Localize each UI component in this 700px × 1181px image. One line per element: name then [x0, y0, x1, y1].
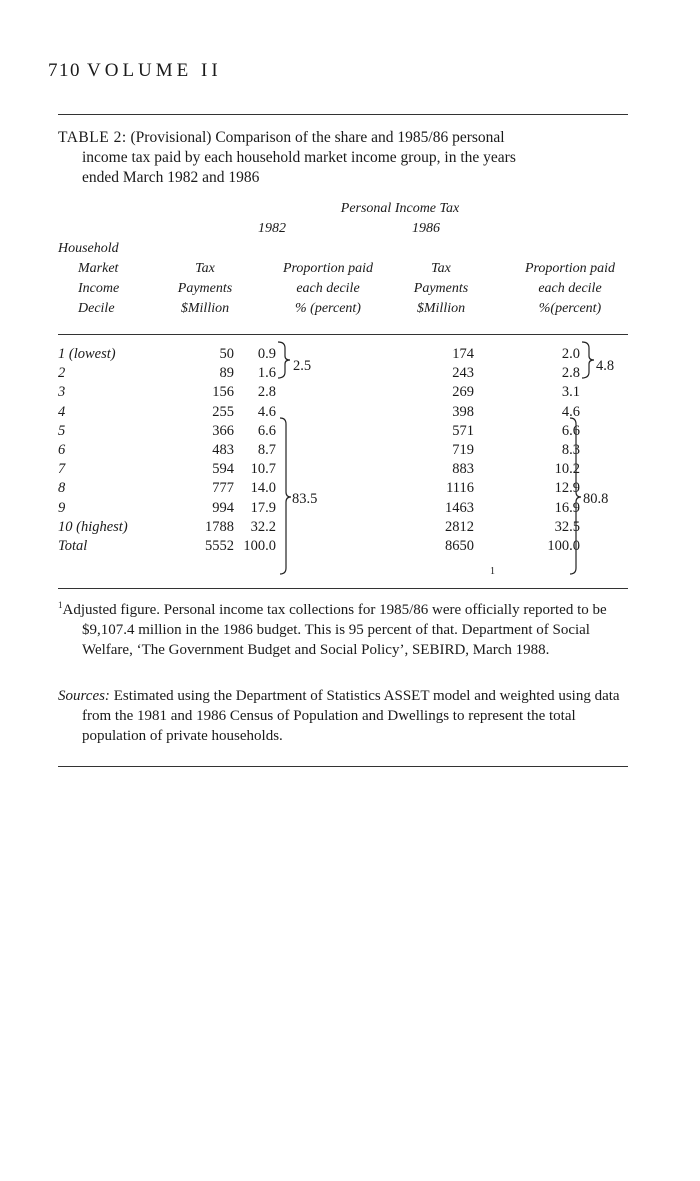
total-footnote-mark: 1	[490, 566, 495, 577]
cell-decile: 9	[58, 499, 66, 516]
cell-tax-1982: 255	[212, 403, 234, 420]
table-caption	[58, 128, 630, 188]
caption-line-3: ended March 1982 and 1986	[82, 169, 260, 186]
cell-tax-1982: 156	[212, 384, 234, 401]
page-number: 710	[48, 60, 81, 81]
cell-tax-1982: 594	[212, 461, 234, 478]
cell-prop-1986: 10.2	[554, 461, 580, 478]
cell-tax-1982: 50	[219, 346, 234, 362]
cell-prop-1982: 8.7	[257, 442, 276, 458]
footnote-text: Adjusted figure. Personal income tax collections for 1985/86 were officially reported to be $9,107.4 million in the 1986 budget. This is 95 percent of that. Department of Social Welfare, ‘The Government Budget and Social Policy’, SEBIRD, March 1988.	[62, 602, 607, 658]
cell-tax-1986: 1116	[446, 480, 474, 497]
tax-1986-header: Tax Payments $Million	[413, 261, 469, 316]
cell-prop-1982: 17.9	[250, 499, 276, 516]
bottom-rule	[58, 766, 628, 767]
caption-line-2: income tax paid by each household market income group, in the years	[82, 149, 516, 166]
group-total-high-1986: 80.8	[583, 491, 609, 507]
cell-decile: 3	[58, 384, 66, 401]
brace-low-1982	[276, 340, 292, 380]
cell-decile: 4	[58, 403, 66, 420]
cell-prop-1986: 8.3	[561, 442, 580, 458]
table-label: TABLE 2:	[58, 129, 127, 146]
cell-tax-1982: 89	[219, 365, 234, 382]
cell-decile: 2	[58, 365, 66, 382]
prop-1986-header: Proportion paid each decile %(percent)	[524, 261, 616, 316]
caption-line-1: TABLE 2: (Provisional) Comparison of the share and 1985/86 personal	[58, 129, 505, 146]
sources-note	[58, 686, 630, 746]
prop-1982-header: Proportion paid each decile % (percent)	[282, 261, 374, 316]
cell-decile: 8	[58, 480, 66, 497]
cell-tax-1986: 269	[452, 384, 474, 401]
cell-prop-1982: 1.6	[257, 365, 276, 382]
footnote-mark: 1	[58, 600, 63, 610]
cell-prop-1982: 0.9	[257, 346, 276, 362]
cell-decile: Total	[58, 538, 88, 554]
cell-decile: 1 (lowest)	[58, 346, 116, 362]
volume-label: VOLUME II	[87, 60, 222, 81]
cell-prop-1982: 100.0	[243, 538, 276, 554]
cell-prop-1982: 6.6	[257, 422, 276, 439]
brace-high-1986	[568, 416, 584, 576]
running-head	[48, 60, 222, 82]
cell-decile: 7	[58, 461, 66, 478]
cell-prop-1982: 14.0	[250, 480, 276, 497]
sources-text: Estimated using the Department of Statistics ASSET model and weighted using data from the 1981 and 1986 Census of Population and Dwellings to represent the total population of private households.	[82, 688, 620, 744]
cell-tax-1982: 994	[212, 499, 234, 516]
cell-tax-1982: 366	[212, 422, 234, 439]
cell-tax-1982: 483	[212, 442, 234, 458]
cell-prop-1986: 4.6	[561, 403, 580, 420]
cell-decile: 10 (highest)	[58, 518, 128, 535]
cell-tax-1986: 571	[452, 422, 474, 439]
cell-decile: 6	[58, 442, 66, 458]
cell-tax-1986: 1463	[445, 499, 474, 516]
cell-tax-1982: 5552	[205, 538, 234, 554]
cell-prop-1986: 100.0	[547, 538, 580, 554]
cell-tax-1986: 883	[452, 461, 474, 478]
cell-prop-1986: 12.9	[554, 480, 580, 497]
cell-tax-1982: 777	[212, 480, 234, 497]
table-bottom-rule	[58, 588, 628, 589]
group-total-high-1982: 83.5	[292, 491, 318, 507]
brace-high-1982	[278, 416, 294, 576]
header-rule	[58, 334, 628, 335]
year-1986-heading: 1986	[412, 221, 440, 236]
cell-prop-1986: 32.5	[554, 518, 580, 535]
top-rule	[58, 114, 628, 115]
group-total-low-1982: 2.5	[293, 358, 312, 374]
cell-tax-1986: 243	[452, 365, 474, 382]
brace-low-1986	[580, 340, 596, 380]
cell-tax-1986: 398	[452, 403, 474, 420]
cell-prop-1986: 2.8	[561, 365, 580, 382]
cell-prop-1986: 16.9	[554, 499, 580, 516]
cell-prop-1986: 2.0	[561, 346, 580, 362]
decile-header: Household Market Income Decile	[58, 241, 120, 316]
cell-prop-1986: 6.6	[561, 422, 580, 439]
year-1982-heading: 1982	[258, 221, 286, 236]
cell-tax-1986: 2812	[445, 518, 474, 535]
cell-tax-1986: 719	[452, 442, 474, 458]
cell-tax-1986: 8650	[445, 538, 474, 554]
cell-decile: 5	[58, 422, 66, 439]
spanner-heading: Personal Income Tax	[340, 201, 460, 216]
cell-tax-1982: 1788	[205, 518, 234, 535]
cell-prop-1982: 4.6	[257, 403, 276, 420]
group-total-low-1986: 4.8	[596, 358, 615, 374]
cell-prop-1982: 10.7	[250, 461, 276, 478]
sources-label: Sources:	[58, 688, 110, 704]
footnote	[58, 600, 630, 660]
cell-tax-1986: 174	[452, 346, 474, 362]
tax-1982-header: Tax Payments $Million	[177, 261, 233, 316]
cell-prop-1986: 3.1	[561, 384, 580, 401]
cell-prop-1982: 32.2	[250, 518, 276, 535]
cell-prop-1982: 2.8	[257, 384, 276, 401]
